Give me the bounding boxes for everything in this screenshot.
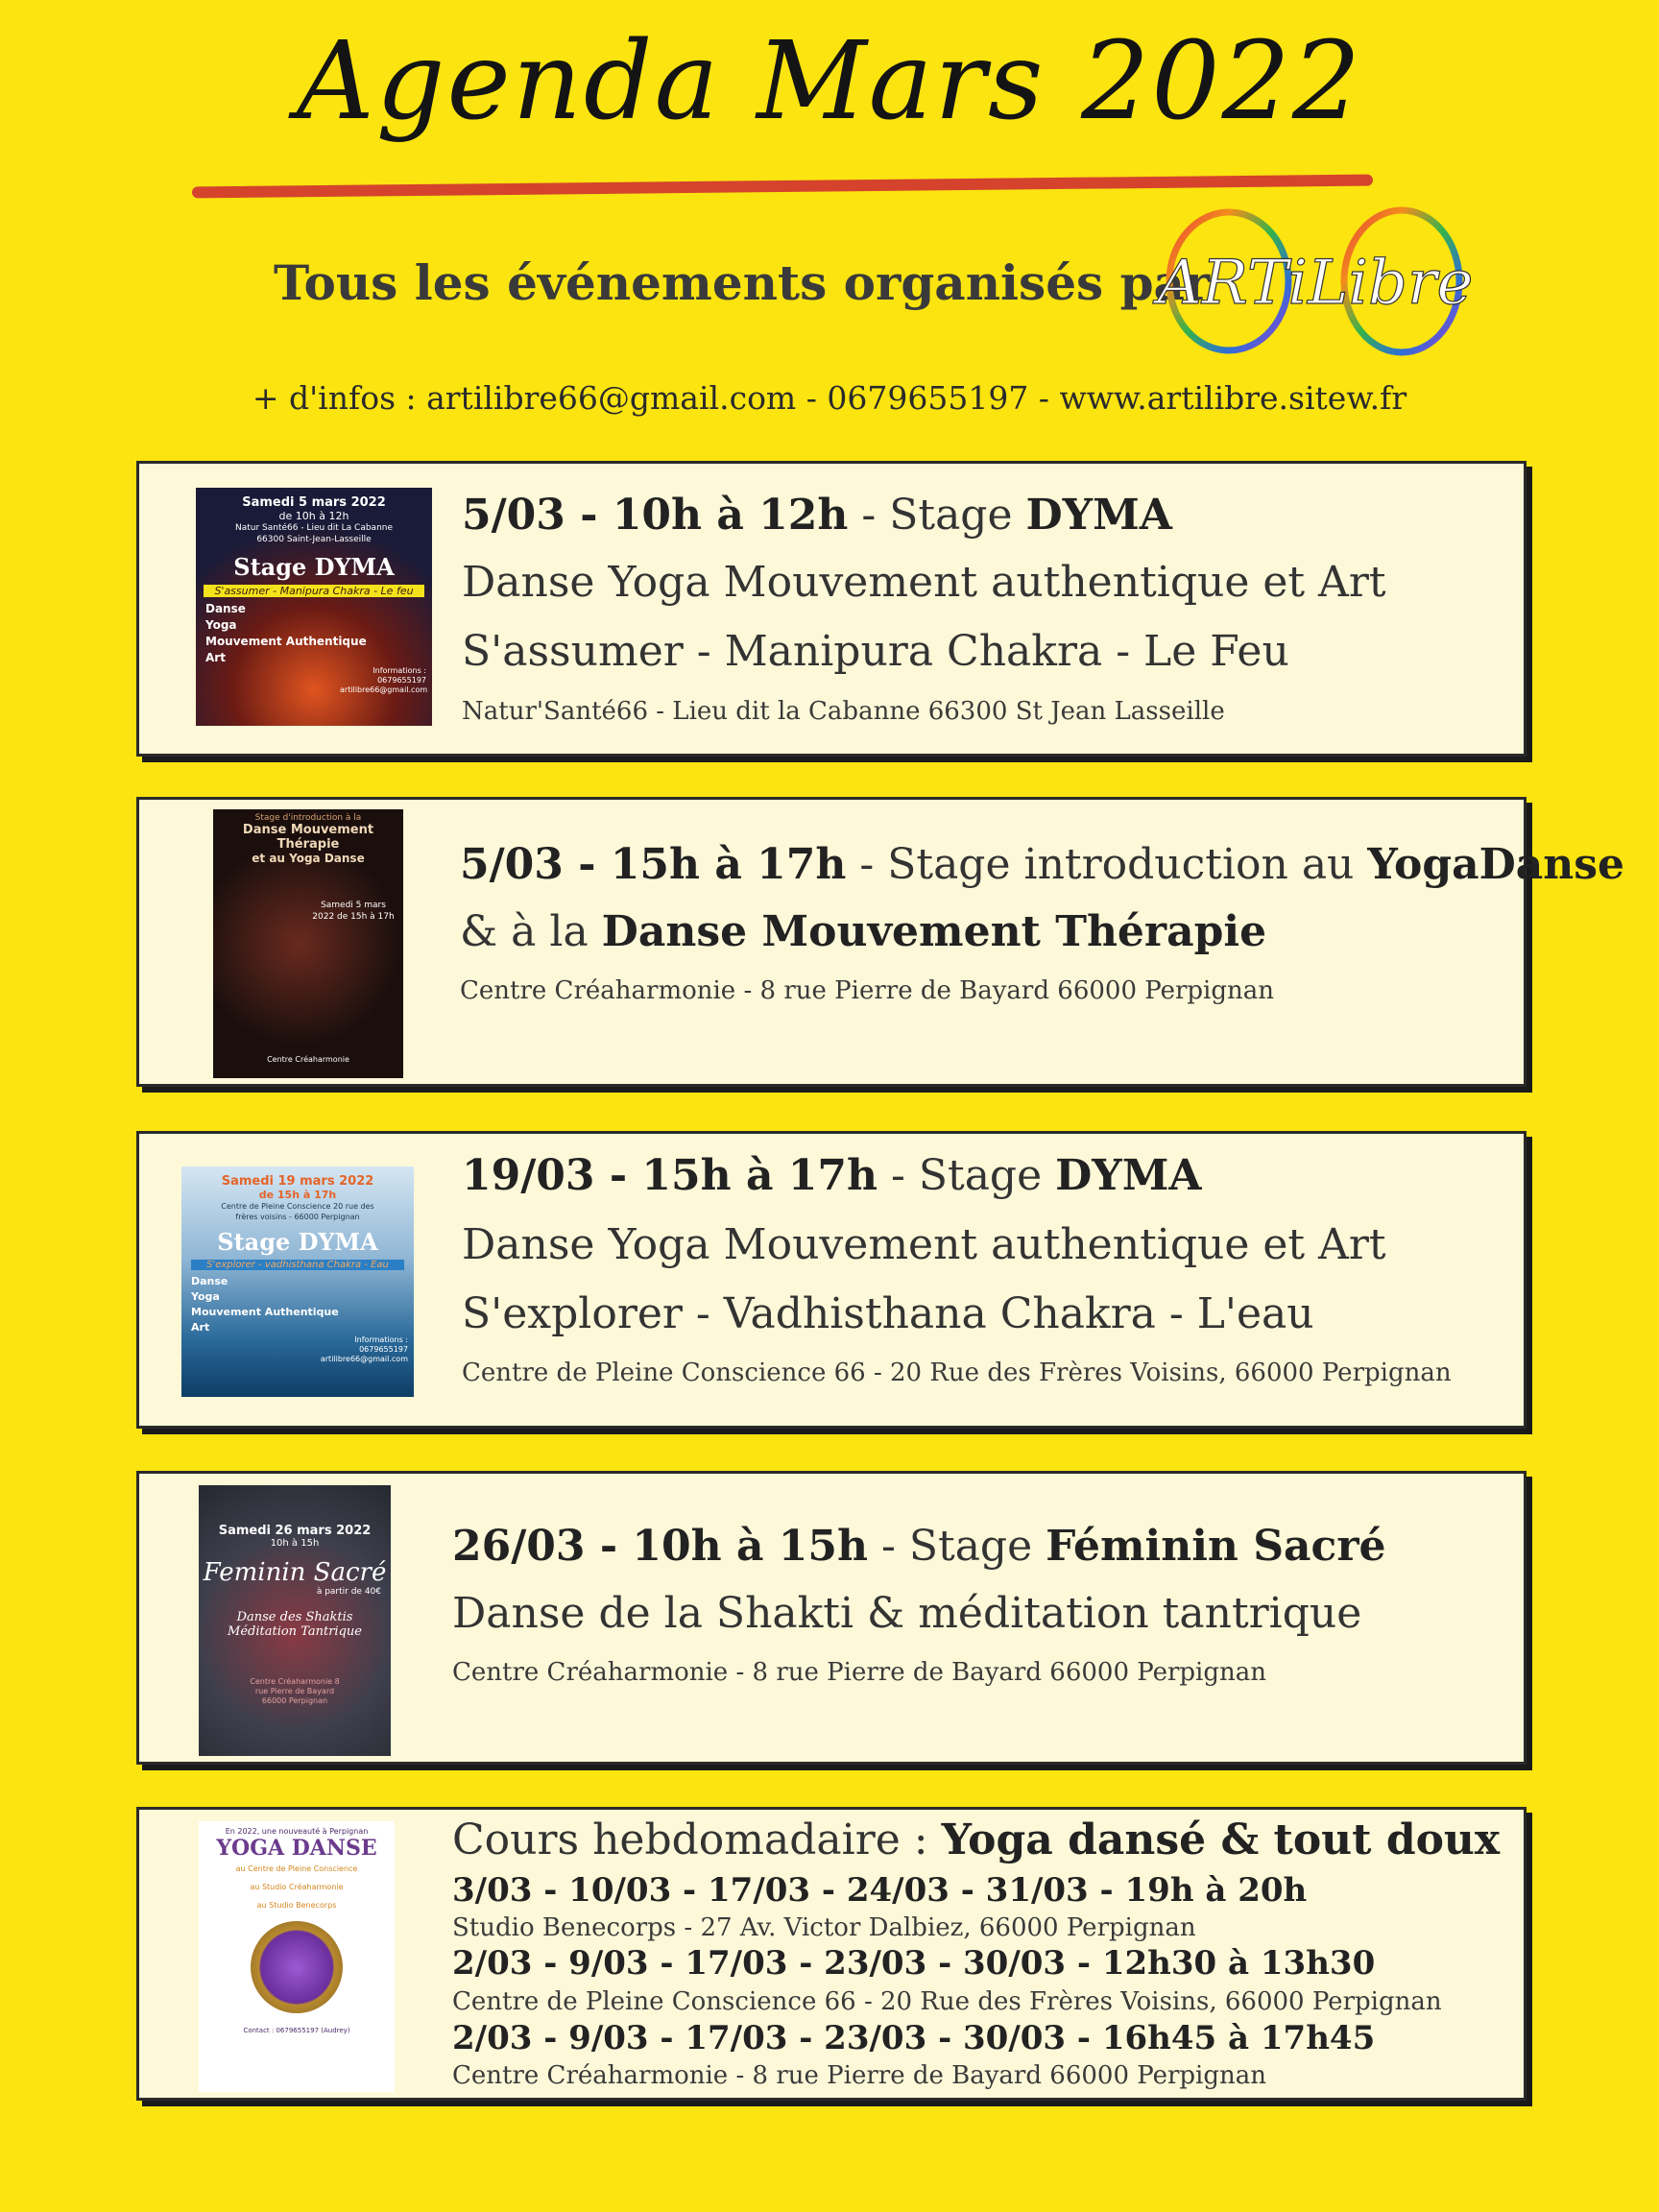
event-1-theme: S'assumer - Manipura Chakra - Le Feu	[462, 627, 1289, 676]
event-3-title: 19/03 - 15h à 17h - Stage DYMA	[462, 1151, 1202, 1200]
event-card-1	[136, 461, 1527, 757]
event-2-location: Centre Créaharmonie - 8 rue Pierre de Bayard 66000 Perpignan	[460, 976, 1274, 1005]
event-card-5	[136, 1807, 1527, 2101]
event-card-2	[136, 797, 1625, 1087]
event-4-location: Centre Créaharmonie - 8 rue Pierre de Bayard 66000 Perpignan	[452, 1658, 1266, 1687]
event-3-theme: S'explorer - Vadhisthana Chakra - L'eau	[462, 1289, 1314, 1338]
event-1-title: 5/03 - 10h à 12h - Stage DYMA	[462, 491, 1172, 540]
artilibre-logo	[1152, 190, 1479, 373]
event-card-4	[136, 1471, 1527, 1765]
session-3-place: Centre Créaharmonie - 8 rue Pierre de Bayard 66000 Perpignan	[452, 2061, 1266, 2090]
event-1-location: Natur'Santé66 - Lieu dit la Cabanne 66300 St Jean Lasseille	[462, 697, 1225, 726]
session-1-dates: 3/03 - 10/03 - 17/03 - 24/03 - 31/03 - 19h à 20h	[452, 1871, 1308, 1910]
event-5-title: Cours hebdomadaire : Yoga dansé & tout doux	[452, 1815, 1501, 1864]
event-2-poster: Stage d'introduction à la Danse Mouvement Thérapie et au Yoga Danse Samedi 5 mars 2022 de 15h à 17h Centre Créaharmonie	[213, 809, 403, 1078]
session-1-place: Studio Benecorps - 27 Av. Victor Dalbiez, 66000 Perpignan	[452, 1913, 1196, 1942]
event-5-poster: En 2022, une nouveauté à Perpignan YOGA DANSE au Centre de Pleine Conscience au Studio Créaharmonie au Studio Benecorps Contact : 0679655197 (Audrey)	[199, 1821, 395, 2092]
event-card-3	[136, 1131, 1527, 1429]
event-4-poster: Samedi 26 mars 2022 10h à 15h Feminin Sacré à partir de 40€ Danse des Shaktis Méditation Tantrique Centre Créaharmonie 8 rue Pierre de Bayard 66000 Perpignan	[199, 1485, 391, 1756]
session-3-dates: 2/03 - 9/03 - 17/03 - 23/03 - 30/03 - 16h45 à 17h45	[452, 2019, 1376, 2057]
event-4-subtitle: Danse de la Shakti & méditation tantrique	[452, 1589, 1362, 1638]
event-3-location: Centre de Pleine Conscience 66 - 20 Rue des Frères Voisins, 66000 Perpignan	[462, 1358, 1452, 1387]
dancer-medallion	[251, 1921, 343, 2013]
page-title: Agenda Mars 2022	[296, 19, 1363, 144]
svg-text:ARTiLibre: ARTiLibre	[1157, 248, 1474, 319]
session-2-place: Centre de Pleine Conscience 66 - 20 Rue des Frères Voisins, 66000 Perpignan	[452, 1987, 1442, 2016]
subtitle: Tous les événements organisés par	[274, 254, 1211, 311]
event-3-poster: Samedi 19 mars 2022 de 15h à 17h Centre de Pleine Conscience 20 rue des frères voisins - 66000 Perpignan Stage DYMA S'explorer - vadhisthana Chakra - Eau Danse Yoga Mouvement Authentique Art Informations : 0679655197 artilibre66@gmail.com	[181, 1166, 414, 1397]
event-1-subtitle: Danse Yoga Mouvement authentique et Art	[462, 558, 1386, 607]
contact-line: + d'infos : artilibre66@gmail.com - 0679655197 - www.artilibre.sitew.fr	[252, 379, 1407, 417]
session-2-dates: 2/03 - 9/03 - 17/03 - 23/03 - 30/03 - 12h30 à 13h30	[452, 1944, 1376, 1983]
event-2-subtitle: & à la Danse Mouvement Thérapie	[460, 907, 1267, 956]
event-2-title: 5/03 - 15h à 17h - Stage introduction au YogaDanse	[460, 840, 1625, 889]
event-3-subtitle: Danse Yoga Mouvement authentique et Art	[462, 1220, 1386, 1269]
event-1-poster: Samedi 5 mars 2022 de 10h à 12h Natur Santé66 - Lieu dit La Cabanne 66300 Saint-Jean-Lasseille Stage DYMA S'assumer - Manipura Chakra - Le feu Danse Yoga Mouvement Authentique Art Informations : 0679655197 artilibre66@gmail.com	[196, 488, 432, 726]
event-4-title: 26/03 - 10h à 15h - Stage Féminin Sacré	[452, 1522, 1386, 1571]
